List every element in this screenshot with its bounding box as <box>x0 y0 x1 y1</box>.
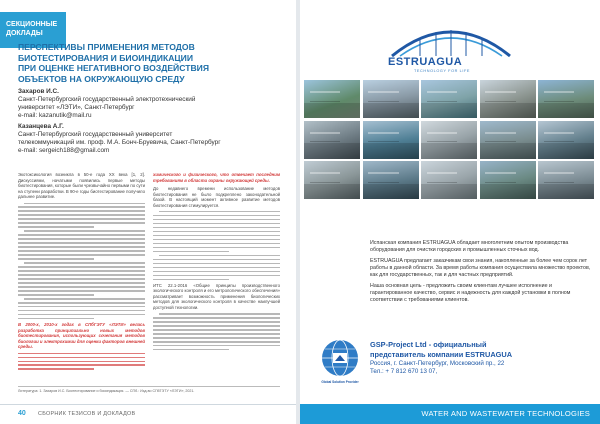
author-name: Захаров И.С. <box>18 88 59 95</box>
photo-tile <box>538 80 594 118</box>
collection-title: СБОРНИК ТЕЗИСОВ И ДОКЛАДОВ <box>38 411 136 417</box>
highlighted-text-lines <box>18 353 145 370</box>
body-column-right <box>153 172 280 372</box>
page-footer <box>0 404 296 424</box>
left-page <box>0 0 296 424</box>
author-email: e-mail: kazanutik@mail.ru <box>18 112 92 119</box>
photo-tile <box>304 80 360 118</box>
right-footer-banner: WATER AND WASTEWATER TECHNOLOGIES <box>300 404 600 424</box>
photo-tile <box>538 121 594 159</box>
logo-tagline: TECHNOLOGY FOR LIFE <box>414 69 471 73</box>
highlighted-paragraph: химического и физического, что отвечает последним требованиям в области охраны окружающей среды. <box>153 172 280 183</box>
company-paragraph: Испанская компания ESTRUAGUA обладает многолетним опытом производства оборудования для очистки городских и промышленных сточных вод. <box>370 240 569 253</box>
photo-grid <box>304 80 598 199</box>
section-tab: СЕКЦИОННЫЕ ДОКЛАДЫ <box>0 12 66 48</box>
globe-icon <box>314 336 366 380</box>
author-affiliation: университет «ЛЭТИ», Санкт-Петербург <box>18 104 135 111</box>
body-text-lines <box>18 203 145 320</box>
author-affiliation: Санкт-Петербургский государственный университет <box>18 131 173 138</box>
estruagua-logo <box>372 22 532 74</box>
body-text-lines <box>153 211 280 280</box>
contact-block <box>370 340 595 376</box>
title-line: ОБЪЕКТОВ НА ОКРУЖАЮЩУЮ СРЕДУ <box>18 73 185 84</box>
photo-tile <box>538 161 594 199</box>
body-text-lines <box>153 313 280 350</box>
photo-tile <box>304 121 360 159</box>
body-paragraph: Экотоксикология возникла в 50-е года XX века [1, 2]. Дискуссиями, начатыми появились первые методы биотестирования, которые были чрезвычайно первыми по сути на ступени разработки. В 90-е годы биотестирование получило дальнее развитие. <box>18 172 145 199</box>
photo-tile <box>363 161 419 199</box>
company-paragraph: ESTRUAGUA предлагает заказчикам свои знания, накопленные за более чем сорок лет работы в данной области. За время работы компания осуществила множество проектов, как для государственных, так и для частных предприятий. <box>370 258 591 278</box>
contact-address: Россия, г. Санкт-Петербург, Московский пр., 22 <box>370 360 505 367</box>
photo-tile <box>421 161 477 199</box>
photo-tile <box>421 121 477 159</box>
contact-title: GSP-Project Ltd - официальный <box>370 340 487 349</box>
title-line: ПРИ ОЦЕНКЕ НЕГАТИВНОГО ВОЗДЕЙСТВИЯ <box>18 63 210 73</box>
right-page <box>300 0 600 424</box>
company-description <box>370 240 592 308</box>
photo-tile <box>480 161 536 199</box>
title-line: ПЕРСПЕКТИВЫ ПРИМЕНЕНИЯ МЕТОДОВ <box>18 42 195 52</box>
gsp-badge-text: Global Solution Provider <box>321 380 359 384</box>
article-title <box>18 42 258 84</box>
title-line: БИОТЕСТИРОВАНИЯ И БИОИНДИКАЦИИ <box>18 52 194 63</box>
contact-phone: Тел.: + 7 812 670 13 07, <box>370 368 438 375</box>
body-paragraph: До недавнего времени использование методов биотестирования не было подкреплено законодательной базой. В настоящий момент активное развитие методов биотестирования стимулируется. <box>153 186 280 208</box>
photo-tile <box>363 121 419 159</box>
author-affiliation: телекоммуникаций им. проф. М.А. Бонч-Бруевича, Санкт-Петербург <box>18 139 221 146</box>
photo-tile <box>304 161 360 199</box>
authors-block <box>18 88 273 155</box>
photo-tile <box>421 80 477 118</box>
author-email: e-mail: sergeich188@gmail.com <box>18 147 110 154</box>
author-affiliation: Санкт-Петербургский государственный электротехнический <box>18 96 196 103</box>
contact-title: представитель компании ESTRUAGUA <box>370 349 513 359</box>
body-paragraph: ИТС 22.1-2016 «Общие принципы производственного экологического контроля и его метрологического обеспечения» рассматривает возможность применения биологических методов для экологического контроля в качестве наилучшей доступной технологии. <box>153 282 280 310</box>
photo-tile <box>363 80 419 118</box>
gsp-logo <box>314 336 366 388</box>
company-paragraph: Наша основная цель - предложить своим клиентам лучшее исполнение и гарантированное качество, сервис и надежность для каждой установки в полном соответствии с требованиями клиентов. <box>370 283 571 303</box>
page-number: 40 <box>18 410 26 417</box>
bridge-arch-icon <box>386 22 516 58</box>
photo-tile <box>480 80 536 118</box>
logo-wordmark: ESTRUAGUA <box>388 56 463 68</box>
author-name: Казанцева А.Г. <box>18 123 64 130</box>
body-column-left <box>18 172 145 372</box>
photo-tile <box>480 121 536 159</box>
article-body <box>18 172 280 372</box>
footnote: Литература: 1. Захаров И.С. Биотестирование и биоиндикация. — СПб.: Изд-во СПбГЭТУ «ЛЭТИ», 2021. <box>18 386 280 393</box>
highlighted-paragraph: В 2000-х, 2010-х годах в СПбГЭТУ «ЛЭТИ» велась разработка принципиально новых методов биотестирования, использующих сочетания методов биологии и электрохимии для оценки факторов внешней среды. <box>18 322 145 350</box>
